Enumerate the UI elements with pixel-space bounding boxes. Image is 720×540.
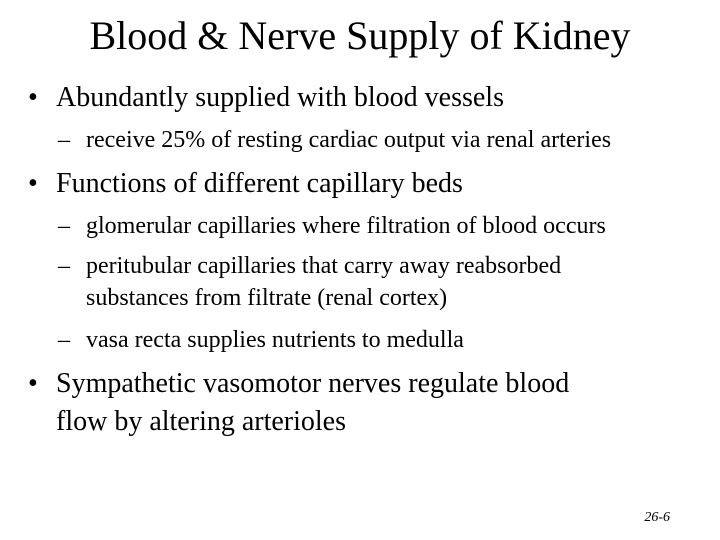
sub-bullet-text: receive 25% of resting cardiac output via renal arteries bbox=[86, 127, 612, 153]
bullet-marker: • bbox=[28, 168, 38, 199]
bullet-text: Abundantly supplied with blood vessels bbox=[56, 82, 504, 113]
sub-bullet-text-continued: substances from filtrate (renal cortex) bbox=[86, 285, 448, 311]
bullet-text: Sympathetic vasomotor nerves regulate blood bbox=[56, 368, 570, 399]
sub-bullet-text: peritubular capillaries that carry away reabsorbed bbox=[86, 253, 562, 279]
bullet-marker: • bbox=[28, 82, 38, 113]
slide-number: 26-6 bbox=[644, 510, 670, 525]
sub-bullet-marker: – bbox=[58, 127, 70, 153]
sub-bullet-marker: – bbox=[58, 327, 70, 353]
sub-bullet-text: vasa recta supplies nutrients to medulla bbox=[86, 327, 464, 353]
slide-title: Blood & Nerve Supply of Kidney bbox=[89, 13, 631, 58]
bullet-marker: • bbox=[28, 368, 38, 399]
bullet-text-continued: flow by altering arterioles bbox=[56, 406, 347, 437]
bullet-text: Functions of different capillary beds bbox=[56, 168, 463, 199]
sub-bullet-text: glomerular capillaries where filtration of blood occurs bbox=[86, 213, 606, 239]
sub-bullet-marker: – bbox=[58, 213, 70, 239]
sub-bullet-marker: – bbox=[58, 253, 70, 279]
